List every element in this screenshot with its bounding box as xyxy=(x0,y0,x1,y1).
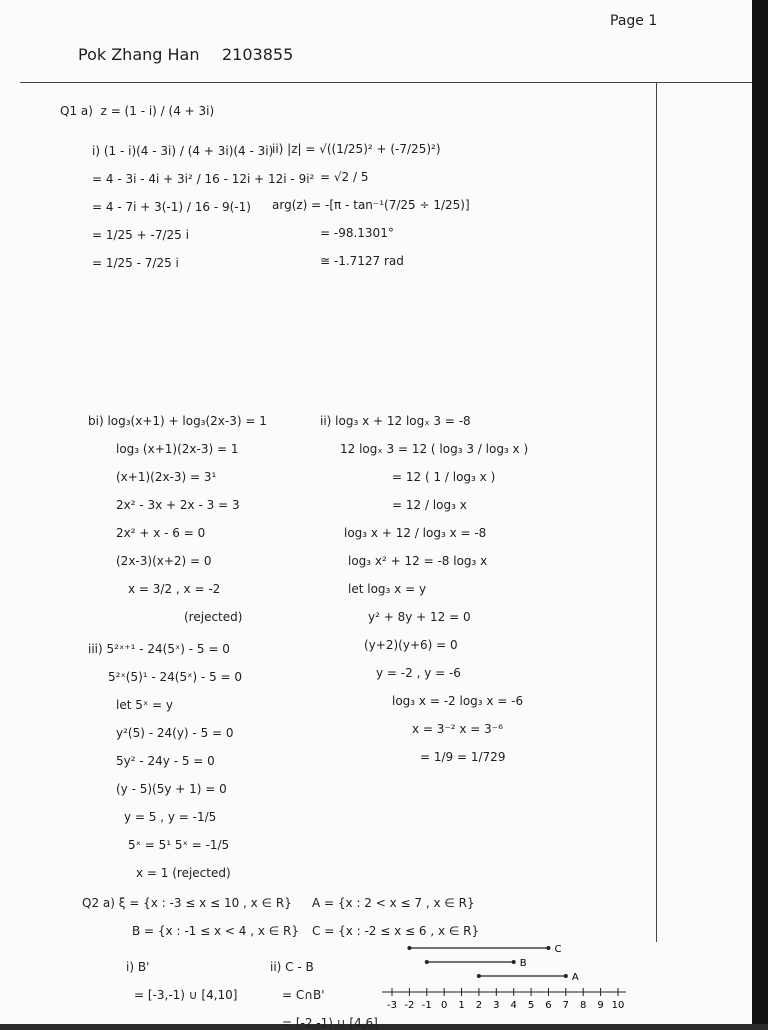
work-line: x = 3⁻² x = 3⁻⁶ xyxy=(412,722,503,736)
q1b-part-i xyxy=(88,414,267,624)
work-line: log₃ x + 12 / log₃ x = -8 xyxy=(344,526,487,540)
q2-sets-right xyxy=(312,896,479,938)
interval-endpoint xyxy=(512,960,516,964)
work-line: = [-3,-1) ∪ [4,10] xyxy=(134,988,238,1002)
number-line-tick-label: -3 xyxy=(387,1000,397,1010)
number-line-tick-label: -1 xyxy=(421,1000,432,1010)
student-name: Pok Zhang Han xyxy=(78,45,200,64)
number-line-tick-label: 1 xyxy=(458,1000,465,1010)
work-line: bi) log₃(x+1) + log₃(2x-3) = 1 xyxy=(88,414,267,428)
work-line: = C∩B' xyxy=(282,988,325,1002)
work-line: = 1/25 - 7/25 i xyxy=(92,256,179,270)
work-line: 5²ˣ(5)¹ - 24(5ˣ) - 5 = 0 xyxy=(108,670,243,684)
q1b-part-ii xyxy=(320,414,528,764)
work-line: Q2 a) ξ = {x : -3 ≤ x ≤ 10 , x ∈ R} xyxy=(82,896,292,910)
number-line-tick-label: 3 xyxy=(493,1000,500,1010)
work-line: 2x² + x - 6 = 0 xyxy=(116,526,206,540)
number-line-tick-label: 0 xyxy=(440,1000,448,1010)
work-line: = √2 / 5 xyxy=(320,170,369,184)
work-line: let log₃ x = y xyxy=(348,582,427,596)
q1-label: Q1 a) z = (1 - i) / (4 + 3i) xyxy=(60,104,215,118)
work-line: y = 5 , y = -1/5 xyxy=(124,810,217,824)
work-line: i) (1 - i)(4 - 3i) / (4 + 3i)(4 - 3i) xyxy=(92,144,274,158)
work-line: let 5ˣ = y xyxy=(116,698,173,712)
number-line-tick-label: -2 xyxy=(404,1000,415,1010)
work-line: ii) C - B xyxy=(270,960,314,974)
work-line: = 4 - 3i - 4i + 3i² / 16 - 12i + 12i - 9i² xyxy=(92,172,315,186)
interval-endpoint xyxy=(477,974,481,978)
work-line: 12 logₓ 3 = 12 ( log₃ 3 / log₃ x ) xyxy=(340,442,529,456)
work-line: ii) log₃ x + 12 logₓ 3 = -8 xyxy=(320,414,471,428)
interval-label: B xyxy=(519,958,527,969)
work-line: i) B' xyxy=(126,960,150,974)
work-line: arg(z) = -[π - tan⁻¹(7/25 ÷ 1/25)] xyxy=(272,198,470,212)
work-line: x = 1 (rejected) xyxy=(136,866,231,880)
work-line: = 1/9 = 1/729 xyxy=(420,750,506,764)
work-line: x = 3/2 , x = -2 xyxy=(128,582,221,596)
work-line: = 12 / log₃ x xyxy=(392,498,467,512)
work-line: log₃ (x+1)(2x-3) = 1 xyxy=(116,442,239,456)
work-line: (rejected) xyxy=(184,610,243,624)
work-line: y = -2 , y = -6 xyxy=(376,666,461,680)
work-line: B = {x : -1 ≤ x < 4 , x ∈ R} xyxy=(132,924,299,938)
number-line-tick-label: 8 xyxy=(580,1000,587,1010)
work-line: A = {x : 2 < x ≤ 7 , x ∈ R} xyxy=(312,896,475,910)
work-line: = 12 ( 1 / log₃ x ) xyxy=(392,470,496,484)
interval-label: C xyxy=(554,944,562,955)
work-line: = -98.1301° xyxy=(320,226,394,240)
work-line: 5ˣ = 5¹ 5ˣ = -1/5 xyxy=(128,838,230,852)
work-line: ≅ -1.7127 rad xyxy=(320,254,404,268)
work-line: = 4 - 7i + 3(-1) / 16 - 9(-1) xyxy=(92,200,251,214)
work-line: log₃ x = -2 log₃ x = -6 xyxy=(392,694,524,708)
number-line-tick-label: 10 xyxy=(611,1000,625,1010)
work-line: iii) 5²ˣ⁺¹ - 24(5ˣ) - 5 = 0 xyxy=(88,642,230,656)
interval-endpoint xyxy=(425,960,429,964)
work-line: = 1/25 + -7/25 i xyxy=(92,228,189,242)
work-line: log₃ x² + 12 = -8 log₃ x xyxy=(348,554,488,568)
work-line: y² + 8y + 12 = 0 xyxy=(368,610,471,624)
work-line: ii) |z| = √((1/25)² + (-7/25)²) xyxy=(272,142,441,156)
work-line: C = {x : -2 ≤ x ≤ 6 , x ∈ R} xyxy=(312,924,480,938)
number-line-tick-label: 2 xyxy=(475,1000,483,1010)
number-line-tick-label: 6 xyxy=(545,1000,552,1010)
q2-sets-left xyxy=(82,896,299,938)
margin-line xyxy=(656,82,657,942)
number-line-tick-label: 7 xyxy=(562,1000,570,1010)
student-id: 2103855 xyxy=(222,45,294,64)
q1b-part-iii xyxy=(88,642,242,880)
work-line: (x+1)(2x-3) = 3¹ xyxy=(116,470,217,484)
number-line-tick-label: 9 xyxy=(597,1000,604,1010)
scan-edge xyxy=(752,0,768,1024)
work-line: (y+2)(y+6) = 0 xyxy=(364,638,458,652)
z-definition: z = (1 - i) / (4 + 3i) xyxy=(100,104,215,118)
header-divider xyxy=(20,82,752,83)
work-line: = [-2,-1) ∪ [4,6] xyxy=(282,1016,378,1030)
work-line: 5y² - 24y - 5 = 0 xyxy=(116,754,215,768)
work-line: (y - 5)(5y + 1) = 0 xyxy=(116,782,227,796)
interval-endpoint xyxy=(407,946,411,950)
interval-endpoint xyxy=(564,974,568,978)
work-line: 2x² - 3x + 2x - 3 = 3 xyxy=(116,498,240,512)
number-line-tick-label: 4 xyxy=(510,1000,517,1010)
number-line-tick-label: 5 xyxy=(527,1000,535,1010)
q2-part-i xyxy=(126,960,237,1002)
interval-endpoint xyxy=(546,946,550,950)
interval-label: A xyxy=(571,972,579,983)
work-line: y²(5) - 24(y) - 5 = 0 xyxy=(116,726,234,740)
work-line: (2x-3)(x+2) = 0 xyxy=(116,554,212,568)
page-number: Page 1 xyxy=(610,13,658,29)
number-line-diagram xyxy=(352,940,632,1010)
q1-part-ii xyxy=(272,142,470,268)
